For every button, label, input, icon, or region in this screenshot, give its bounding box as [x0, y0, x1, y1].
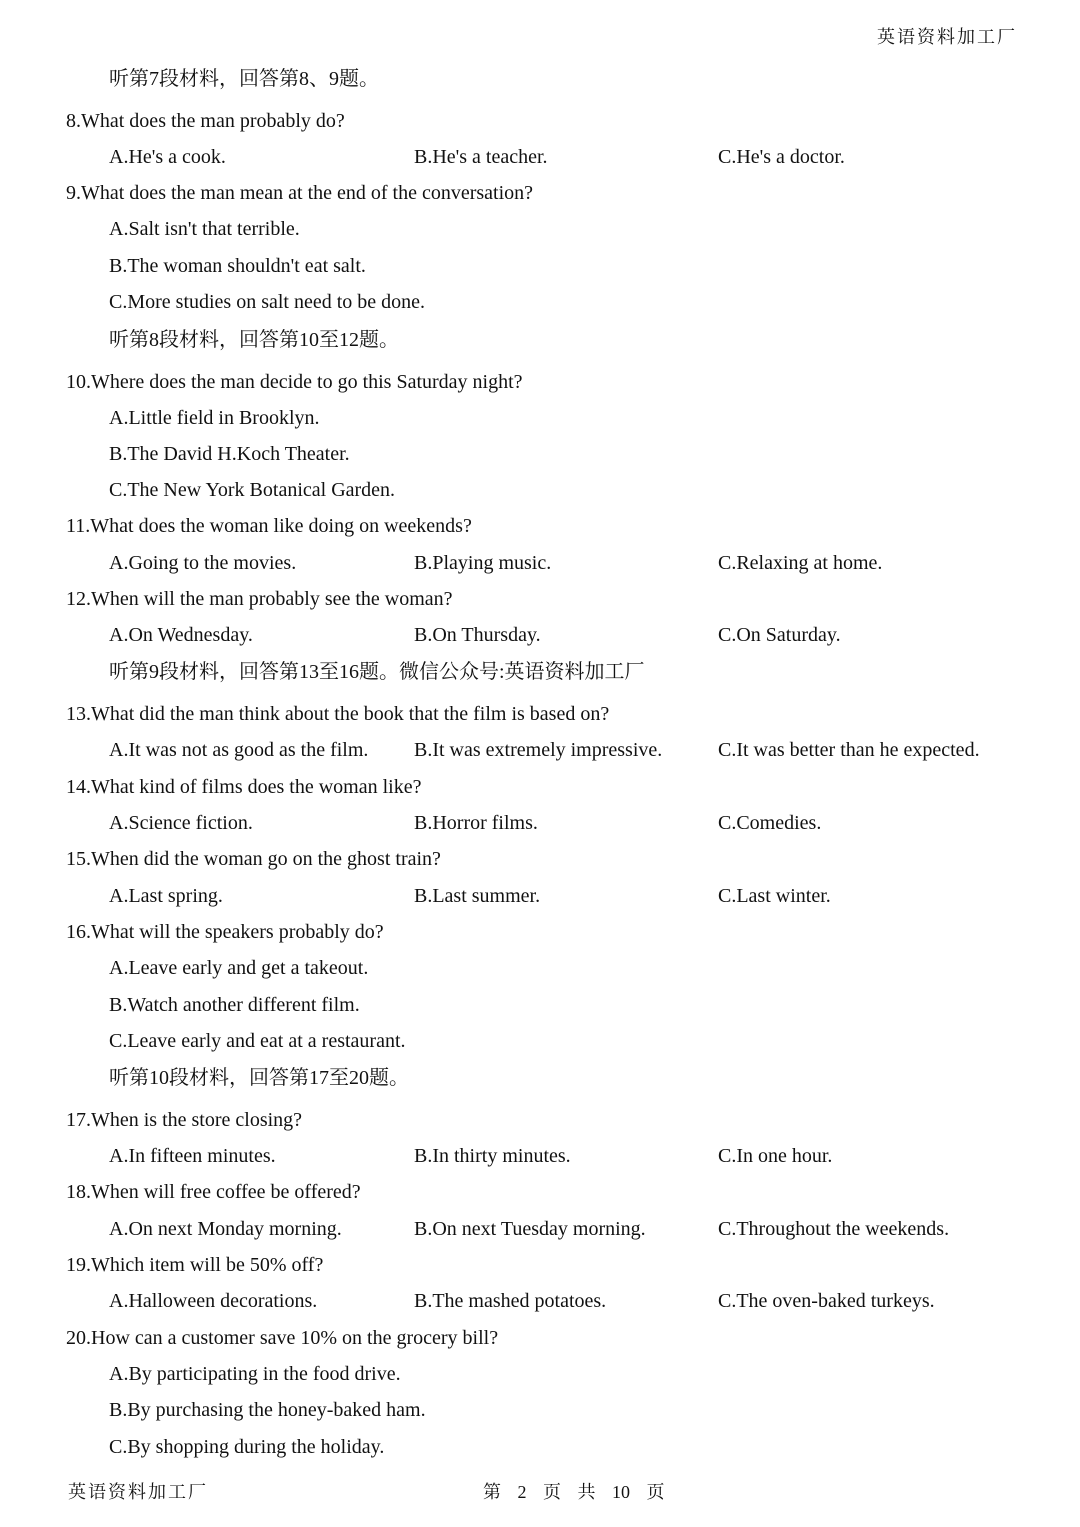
- question-9-stem: 9.What does the man mean at the end of the conversation?: [66, 182, 534, 204]
- question-12-option-a: A.On Wednesday.: [109, 624, 253, 646]
- question-17-option-a: A.In fifteen minutes.: [109, 1145, 276, 1167]
- question-11-stem: 11.What does the woman like doing on weekends?: [66, 515, 472, 537]
- question-9-option-b: B.The woman shouldn't eat salt.: [109, 255, 366, 277]
- question-11-option-c: C.Relaxing at home.: [718, 552, 883, 574]
- question-15-option-a: A.Last spring.: [109, 885, 223, 907]
- question-14-option-b: B.Horror films.: [414, 812, 538, 834]
- question-15-stem: 15.When did the woman go on the ghost train?: [66, 848, 441, 870]
- question-16-option-a: A.Leave early and get a takeout.: [109, 957, 369, 979]
- question-19-option-c: C.The oven-baked turkeys.: [718, 1290, 935, 1312]
- question-10-stem: 10.Where does the man decide to go this Saturday night?: [66, 371, 523, 393]
- question-17-option-c: C.In one hour.: [718, 1145, 833, 1167]
- question-17-option-b: B.In thirty minutes.: [414, 1145, 571, 1167]
- footer-page-indicator: [483, 1480, 665, 1504]
- footer-total-pages: 10: [612, 1482, 630, 1502]
- question-14-option-c: C.Comedies.: [718, 812, 822, 834]
- footer-brand: 英语资料加工厂: [68, 1482, 208, 1502]
- question-20-option-a: A.By participating in the food drive.: [109, 1363, 401, 1385]
- question-9-option-c: C.More studies on salt need to be done.: [109, 291, 426, 313]
- section-heading-7: 听第7段材料，回答第8、9题。: [109, 68, 379, 90]
- question-15-option-b: B.Last summer.: [414, 885, 541, 907]
- question-18-stem: 18.When will free coffee be offered?: [66, 1181, 361, 1203]
- question-10-option-b: B.The David H.Koch Theater.: [109, 443, 350, 465]
- question-11-option-a: A.Going to the movies.: [109, 552, 297, 574]
- question-19-option-b: B.The mashed potatoes.: [414, 1290, 607, 1312]
- question-8-option-a: A.He's a cook.: [109, 146, 226, 168]
- section-heading-9: 听第9段材料，回答第13至16题。微信公众号:英语资料加工厂: [109, 661, 645, 683]
- question-13-option-a: A.It was not as good as the film.: [109, 739, 369, 761]
- section-heading-8: 听第8段材料，回答第10至12题。: [109, 329, 399, 351]
- question-16-option-c: C.Leave early and eat at a restaurant.: [109, 1030, 406, 1052]
- question-19-stem: 19.Which item will be 50% off?: [66, 1254, 324, 1276]
- question-14-option-a: A.Science fiction.: [109, 812, 253, 834]
- question-13-stem: 13.What did the man think about the book that the film is based on?: [66, 703, 610, 725]
- footer-page-word: 页: [543, 1482, 561, 1502]
- question-8-option-b: B.He's a teacher.: [414, 146, 548, 168]
- question-16-option-b: B.Watch another different film.: [109, 994, 360, 1016]
- question-19-option-a: A.Halloween decorations.: [109, 1290, 318, 1312]
- question-18-option-a: A.On next Monday morning.: [109, 1218, 342, 1240]
- footer-total-word: 共: [577, 1482, 596, 1502]
- footer-page-prefix: 第: [483, 1482, 501, 1502]
- question-12-option-c: C.On Saturday.: [718, 624, 841, 646]
- question-8-option-c: C.He's a doctor.: [718, 146, 845, 168]
- question-14-stem: 14.What kind of films does the woman like?: [66, 776, 422, 798]
- question-20-option-c: C.By shopping during the holiday.: [109, 1436, 385, 1458]
- question-11-option-b: B.Playing music.: [414, 552, 552, 574]
- question-13-option-b: B.It was extremely impressive.: [414, 739, 663, 761]
- question-12-option-b: B.On Thursday.: [414, 624, 541, 646]
- question-8-stem: 8.What does the man probably do?: [66, 110, 345, 132]
- question-12-stem: 12.When will the man probably see the woman?: [66, 588, 453, 610]
- question-17-stem: 17.When is the store closing?: [66, 1109, 303, 1131]
- header-brand: 英语资料加工厂: [877, 27, 1017, 47]
- question-18-option-b: B.On next Tuesday morning.: [414, 1218, 646, 1240]
- question-18-option-c: C.Throughout the weekends.: [718, 1218, 950, 1240]
- footer-page-number: 2: [517, 1482, 527, 1502]
- question-13-option-c: C.It was better than he expected.: [718, 739, 980, 761]
- question-16-stem: 16.What will the speakers probably do?: [66, 921, 384, 943]
- section-heading-10: 听第10段材料，回答第17至20题。: [109, 1067, 409, 1089]
- footer-total-suffix: 页: [646, 1482, 665, 1502]
- question-9-option-a: A.Salt isn't that terrible.: [109, 218, 300, 240]
- question-20-option-b: B.By purchasing the honey-baked ham.: [109, 1399, 426, 1421]
- question-10-option-a: A.Little field in Brooklyn.: [109, 407, 320, 429]
- question-10-option-c: C.The New York Botanical Garden.: [109, 479, 396, 501]
- question-15-option-c: C.Last winter.: [718, 885, 831, 907]
- question-20-stem: 20.How can a customer save 10% on the grocery bill?: [66, 1327, 499, 1349]
